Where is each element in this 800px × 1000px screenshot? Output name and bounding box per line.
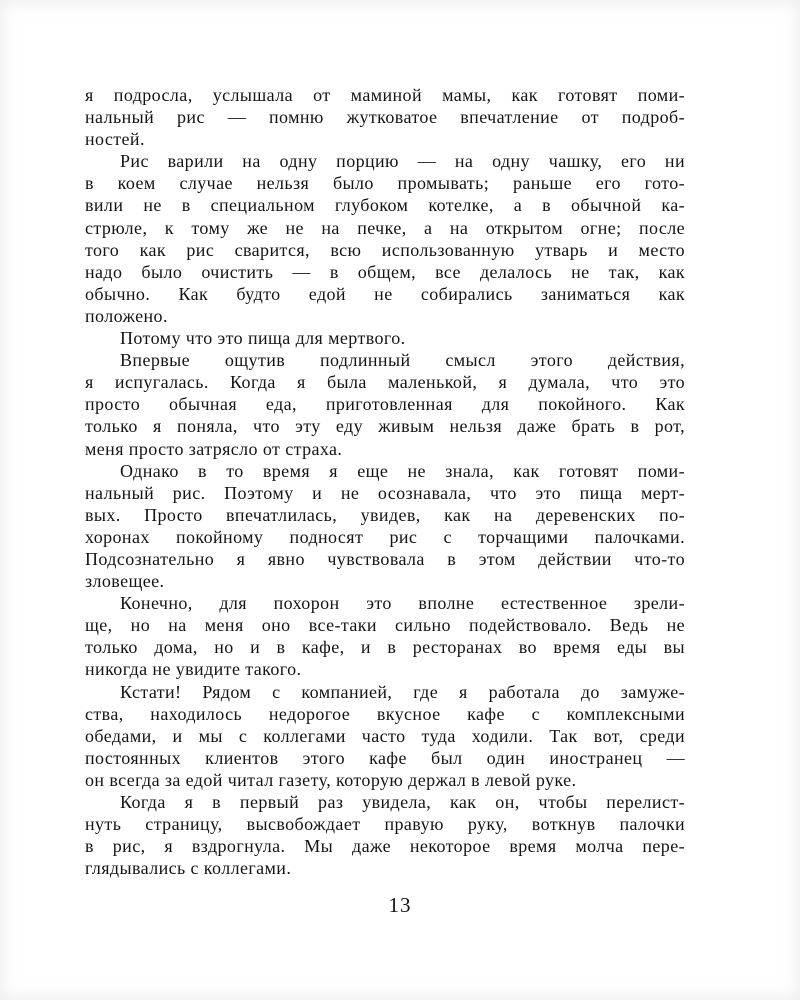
text-line: в коем случае нельзя было промывать; раньше его гото-: [85, 173, 685, 194]
text-line: никогда не увидите такого.: [85, 659, 302, 680]
text-line: надо было очистить — в общем, все делалось не так, как: [85, 261, 685, 282]
text-line: глядывались с коллегами.: [85, 858, 292, 879]
paragraph: [85, 592, 685, 680]
text-line: нальный рис — помню жутковатое впечатление от подроб-: [85, 107, 685, 128]
text-line: нальный рис. Поэтому и не осознавала, что это пища мерт-: [85, 482, 685, 503]
text-line: только дома, но и в кафе, и в ресторанах во время еды вы: [85, 637, 685, 658]
text-line: ства, находилось недорогое вкусное кафе с комплексными: [85, 703, 685, 724]
text-line: хоронах покойному подносят рис с торчащими палочками.: [85, 526, 685, 547]
paragraph: [85, 84, 685, 150]
page-text: [85, 84, 685, 879]
text-line: обедами, и мы с коллегами часто туда ходили. Так вот, среди: [85, 725, 685, 746]
text-line: Рис варили на одну порцию — на одну чашку, его ни: [120, 151, 685, 172]
text-line: обычно. Как будто едой не собирались заниматься как: [85, 283, 685, 304]
paragraph: [85, 150, 685, 327]
paragraph: [85, 349, 685, 459]
paragraph: [85, 681, 685, 791]
text-line: я испугалась. Когда я была маленькой, я думала, что это: [85, 372, 685, 393]
text-line: только я поняла, что эту еду живым нельзя даже брать в рот,: [85, 416, 685, 437]
text-line: Подсознательно я явно чувствовала в этом действии что-то: [85, 548, 685, 569]
text-line: он всегда за едой читал газету, которую держал в левой руке.: [85, 769, 577, 790]
text-line: ще, но на меня оно все-таки сильно подействовало. Ведь не: [85, 615, 685, 636]
text-line: положено.: [85, 305, 168, 326]
text-line: Однако в то время я еще не знала, как готовят поми-: [120, 460, 685, 481]
paragraph: [85, 791, 685, 879]
text-line: стрюле, к тому же не на печке, а на открытом огне; после: [85, 217, 685, 238]
text-line: нуть страницу, высвобождает правую руку, воткнув палочки: [85, 814, 685, 835]
text-line: зловещее.: [85, 571, 165, 592]
text-line: Конечно, для похорон это вполне естественное зрели-: [120, 593, 685, 614]
text-line: Кстати! Рядом с компанией, где я работала до замуже-: [120, 681, 685, 702]
text-line: Впервые ощутив подлинный смысл этого действия,: [120, 350, 685, 371]
text-line: меня просто затрясло от страха.: [85, 438, 343, 459]
text-line: вых. Просто впечатлилась, увидев, как на деревенских по-: [85, 504, 685, 525]
text-line: того как рис сварится, всю использованную утварь и место: [85, 239, 685, 260]
text-line: ностей.: [85, 129, 145, 150]
text-line: просто обычная еда, приготовленная для покойного. Как: [85, 394, 685, 415]
text-line: постоянных клиентов этого кафе был один иностранец —: [85, 747, 685, 768]
text-line: Потому что это пища для мертвого.: [120, 328, 406, 349]
paragraph: [85, 460, 685, 593]
text-line: в рис, я вздрогнула. Мы даже некоторое время молча пере-: [85, 836, 685, 857]
page-number: 13: [388, 893, 412, 917]
text-line: Когда я в первый раз увидела, как он, чтобы перелист-: [120, 792, 685, 812]
text-line: вили не в специальном глубоком котелке, а в обычной ка-: [85, 195, 685, 216]
paragraph: [85, 327, 685, 349]
text-line: я подросла, услышала от маминой мамы, как готовят поми-: [85, 85, 685, 105]
